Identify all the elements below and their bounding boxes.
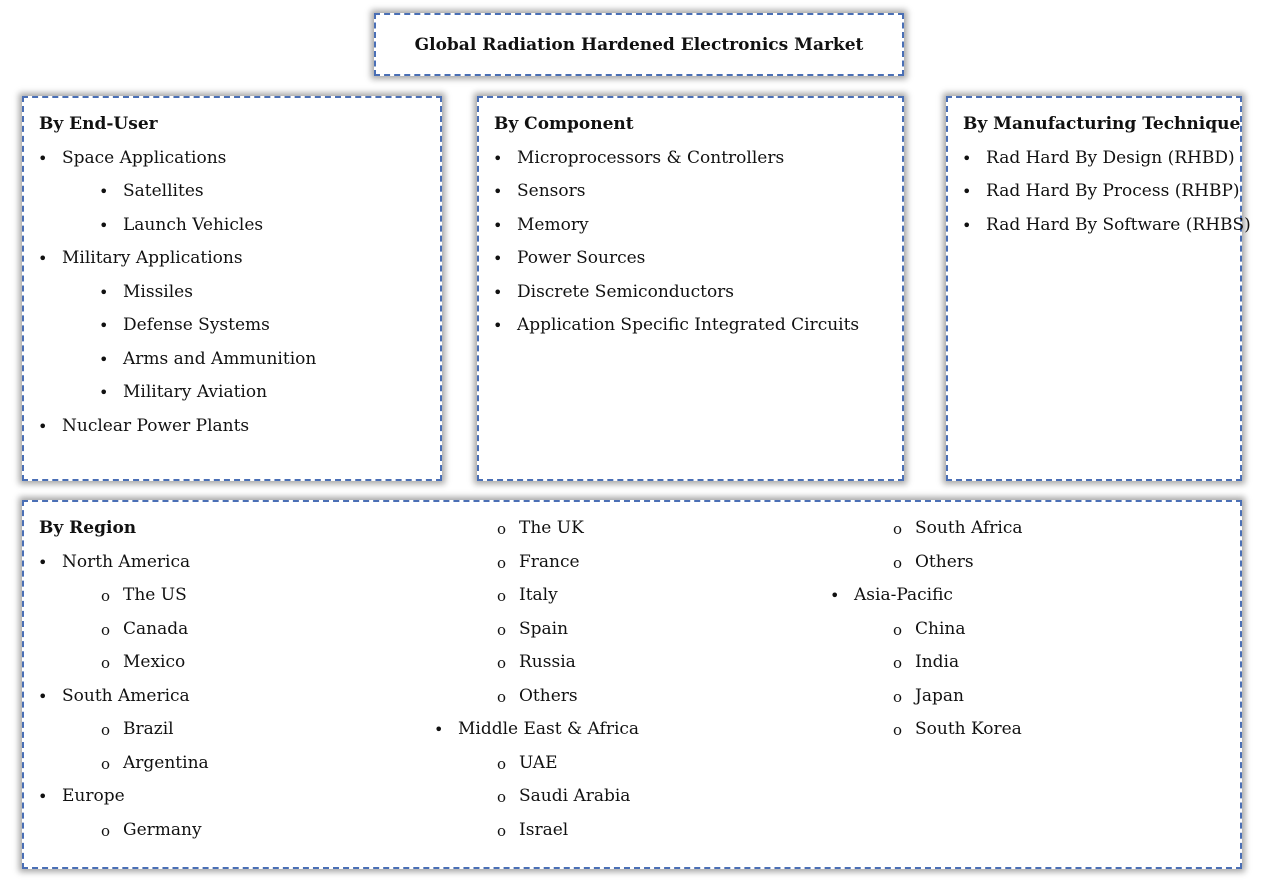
bullet-marker: • bbox=[493, 182, 503, 201]
bullet-marker: • bbox=[38, 149, 48, 168]
end-user-item-launch: Launch Vehicles bbox=[123, 215, 264, 235]
bullet-marker: • bbox=[493, 283, 503, 302]
component-item: Microprocessors & Controllers bbox=[517, 148, 785, 168]
bullet-marker: • bbox=[99, 216, 109, 235]
country-item: Others bbox=[915, 552, 974, 572]
technique-heading: By Manufacturing Technique bbox=[963, 114, 1241, 134]
bullet-marker: • bbox=[434, 720, 444, 739]
circle-marker: o bbox=[101, 621, 111, 639]
country-item: Canada bbox=[123, 619, 189, 639]
circle-marker: o bbox=[101, 822, 111, 840]
bullet-marker: • bbox=[99, 383, 109, 402]
country-item: Italy bbox=[519, 585, 558, 605]
bullet-marker: • bbox=[493, 249, 503, 268]
diagram-title: Global Radiation Hardened Electronics Market bbox=[414, 34, 864, 55]
circle-marker: o bbox=[497, 755, 507, 773]
component-item: Memory bbox=[517, 215, 589, 235]
circle-marker: o bbox=[893, 721, 903, 739]
circle-marker: o bbox=[893, 688, 903, 706]
circle-marker: o bbox=[101, 654, 111, 672]
end-user-item-arms: Arms and Ammunition bbox=[123, 349, 317, 369]
circle-marker: o bbox=[497, 654, 507, 672]
component-item: Application Specific Integrated Circuits bbox=[517, 315, 860, 335]
title-box bbox=[374, 13, 904, 76]
end-user-heading: By End-User bbox=[39, 114, 158, 134]
country-item: Israel bbox=[519, 820, 569, 840]
end-user-item-nuclear: Nuclear Power Plants bbox=[62, 416, 250, 436]
circle-marker: o bbox=[893, 520, 903, 538]
circle-marker: o bbox=[101, 587, 111, 605]
circle-marker: o bbox=[497, 788, 507, 806]
region-item-asia-pacific: Asia-Pacific bbox=[854, 585, 953, 605]
bullet-marker: • bbox=[493, 149, 503, 168]
country-item: Argentina bbox=[123, 753, 209, 773]
circle-marker: o bbox=[497, 621, 507, 639]
country-item: Spain bbox=[519, 619, 569, 639]
bullet-marker: • bbox=[99, 350, 109, 369]
circle-marker: o bbox=[497, 554, 507, 572]
country-item: The UK bbox=[519, 518, 584, 538]
circle-marker: o bbox=[101, 721, 111, 739]
component-box bbox=[477, 96, 904, 481]
country-item: India bbox=[915, 652, 960, 672]
bullet-marker: • bbox=[962, 149, 972, 168]
bullet-marker: • bbox=[38, 787, 48, 806]
country-item: Japan bbox=[915, 686, 964, 706]
end-user-item-defense: Defense Systems bbox=[123, 315, 270, 335]
end-user-item-space: Space Applications bbox=[62, 148, 227, 168]
region-item-europe: Europe bbox=[62, 786, 125, 806]
country-item: Mexico bbox=[123, 652, 186, 672]
bullet-marker: • bbox=[99, 316, 109, 335]
end-user-item-military: Military Applications bbox=[62, 248, 243, 268]
circle-marker: o bbox=[497, 520, 507, 538]
end-user-item-missiles: Missiles bbox=[123, 282, 193, 302]
circle-marker: o bbox=[497, 587, 507, 605]
country-item: Saudi Arabia bbox=[519, 786, 631, 806]
component-item: Power Sources bbox=[517, 248, 646, 268]
end-user-box bbox=[22, 96, 442, 481]
country-item: South Africa bbox=[915, 518, 1023, 538]
component-item: Sensors bbox=[517, 181, 586, 201]
country-item: China bbox=[915, 619, 966, 639]
technique-item: Rad Hard By Process (RHBP) bbox=[986, 181, 1240, 201]
end-user-item-satellites: Satellites bbox=[123, 181, 204, 201]
technique-box bbox=[946, 96, 1251, 481]
circle-marker: o bbox=[893, 554, 903, 572]
bullet-marker: • bbox=[830, 586, 840, 605]
circle-marker: o bbox=[101, 755, 111, 773]
technique-item: Rad Hard By Design (RHBD) bbox=[986, 148, 1235, 168]
region-box bbox=[22, 500, 1242, 869]
bullet-marker: • bbox=[38, 249, 48, 268]
country-item: Germany bbox=[123, 820, 202, 840]
region-item-middle-east-africa: Middle East & Africa bbox=[458, 719, 640, 739]
circle-marker: o bbox=[893, 654, 903, 672]
country-item: The US bbox=[123, 585, 187, 605]
bullet-marker: • bbox=[962, 216, 972, 235]
region-heading: By Region bbox=[39, 518, 137, 538]
component-heading: By Component bbox=[494, 114, 634, 134]
bullet-marker: • bbox=[38, 417, 48, 436]
end-user-item-aviation: Military Aviation bbox=[123, 382, 268, 402]
component-item: Discrete Semiconductors bbox=[517, 282, 735, 302]
country-item: Others bbox=[519, 686, 578, 706]
bullet-marker: • bbox=[99, 182, 109, 201]
bullet-marker: • bbox=[493, 316, 503, 335]
circle-marker: o bbox=[497, 822, 507, 840]
bullet-marker: • bbox=[38, 687, 48, 706]
bullet-marker: • bbox=[99, 283, 109, 302]
bullet-marker: • bbox=[493, 216, 503, 235]
country-item: South Korea bbox=[915, 719, 1022, 739]
bullet-marker: • bbox=[962, 182, 972, 201]
country-item: Russia bbox=[519, 652, 576, 672]
region-item-south-america: South America bbox=[62, 686, 190, 706]
region-item-north-america: North America bbox=[62, 552, 191, 572]
country-item: France bbox=[519, 552, 580, 572]
country-item: UAE bbox=[519, 753, 558, 773]
circle-marker: o bbox=[497, 688, 507, 706]
technique-item: Rad Hard By Software (RHBS) bbox=[986, 215, 1251, 235]
bullet-marker: • bbox=[38, 553, 48, 572]
country-item: Brazil bbox=[123, 719, 174, 739]
circle-marker: o bbox=[893, 621, 903, 639]
